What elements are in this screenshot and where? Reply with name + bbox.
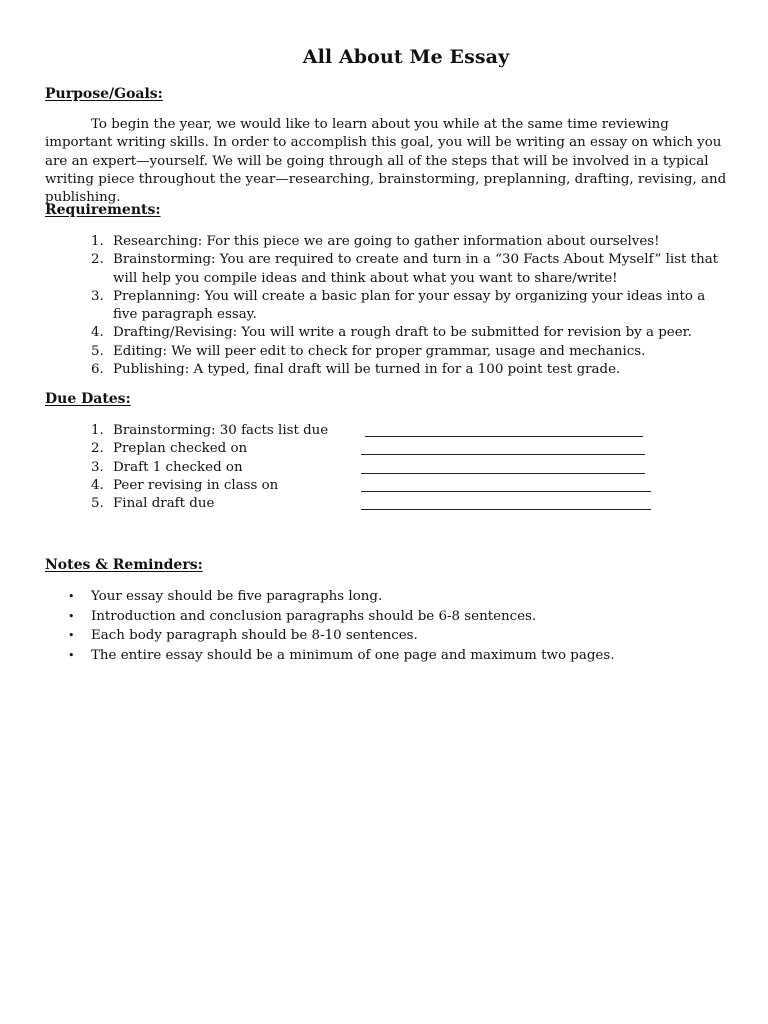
due-date-item: [91, 495, 673, 513]
list-number: 4.: [91, 477, 104, 493]
notes-heading: Notes & Reminders:: [45, 557, 203, 573]
requirements-list: [91, 233, 723, 379]
note-item: [68, 588, 691, 608]
date-blank-line: [361, 509, 651, 510]
note-text: Each body paragraph should be 8-10 sentences.: [91, 628, 418, 643]
note-text: Introduction and conclusion paragraphs should be 6-8 sentences.: [91, 608, 537, 624]
bullet-icon: •: [68, 590, 75, 603]
requirement-text: Drafting/Revising: You will write a rough draft to be submitted for revision by a peer.: [113, 325, 692, 341]
note-item: [68, 647, 691, 667]
requirement-item: [91, 361, 723, 379]
requirement-item: [91, 288, 723, 325]
date-blank-line: [361, 454, 645, 455]
due-date-label: Draft 1 checked on: [113, 459, 243, 475]
notes-list: [68, 588, 691, 666]
list-number: 3.: [91, 459, 104, 475]
note-text: The entire essay should be a minimum of one page and maximum two pages.: [91, 647, 615, 663]
due-date-label: Brainstorming: 30 facts list due: [113, 423, 329, 438]
date-blank-line: [361, 491, 651, 492]
due-date-item: [91, 459, 673, 477]
purpose-text: To begin the year, we would like to learn about you while at the same time reviewing important writing skills. In order to accomplish this goal, you will be writing an essay on which you are an expert—yourself. We will be going through all of the steps that will be involved in a typical writing piece throughout the year—researching, brainstorming, preplanning, drafting, revising, and publishing.: [45, 117, 727, 206]
list-number: 6.: [91, 362, 104, 378]
date-blank-line: [361, 473, 645, 474]
purpose-paragraph: [45, 116, 735, 207]
requirement-item: [91, 251, 723, 288]
bullet-icon: •: [68, 648, 75, 662]
requirement-item: [91, 233, 723, 251]
due-date-label: Final draft due: [113, 496, 215, 512]
due-date-label: Peer revising in class on: [113, 477, 279, 493]
due-date-item: [91, 440, 673, 458]
due-dates-list: [91, 422, 673, 513]
requirement-text: Publishing: A typed, final draft will be turned in for a 100 point test grade.: [113, 362, 621, 378]
due-date-item: [91, 422, 673, 440]
list-number: 3.: [91, 288, 104, 304]
date-blank-line: [365, 436, 643, 437]
list-number: 5.: [91, 496, 104, 512]
note-text: Your essay should be five paragraphs long.: [91, 589, 383, 604]
requirement-text: Editing: We will peer edit to check for proper grammar, usage and mechanics.: [113, 343, 646, 359]
document-title: All About Me Essay: [302, 46, 510, 68]
requirement-text: Brainstorming: You are required to create and turn in a “30 Facts About Myself” list that will help you compile ideas and think about what you want to share/write!: [113, 252, 719, 286]
requirement-item: [91, 343, 723, 361]
requirement-text: Researching: For this piece we are going to gather information about ourselves!: [113, 234, 660, 249]
note-item: [68, 627, 691, 647]
due-date-item: [91, 477, 673, 495]
list-number: 2.: [91, 441, 104, 457]
note-item: [68, 608, 691, 628]
purpose-heading: Purpose/Goals:: [45, 86, 163, 102]
requirements-heading: Requirements:: [45, 202, 161, 218]
list-number: 5.: [91, 343, 104, 359]
due-date-label: Preplan checked on: [113, 441, 248, 457]
requirement-text: Preplanning: You will create a basic plan for your essay by organizing your ideas into a five paragraph essay.: [113, 288, 706, 323]
bullet-icon: •: [68, 609, 75, 623]
list-number: 1.: [91, 234, 104, 249]
list-number: 2.: [91, 252, 104, 268]
requirement-item: [91, 324, 723, 342]
list-number: 4.: [91, 325, 104, 341]
due-dates-heading: Due Dates:: [45, 391, 131, 407]
bullet-icon: •: [68, 629, 75, 642]
list-number: 1.: [91, 423, 104, 438]
